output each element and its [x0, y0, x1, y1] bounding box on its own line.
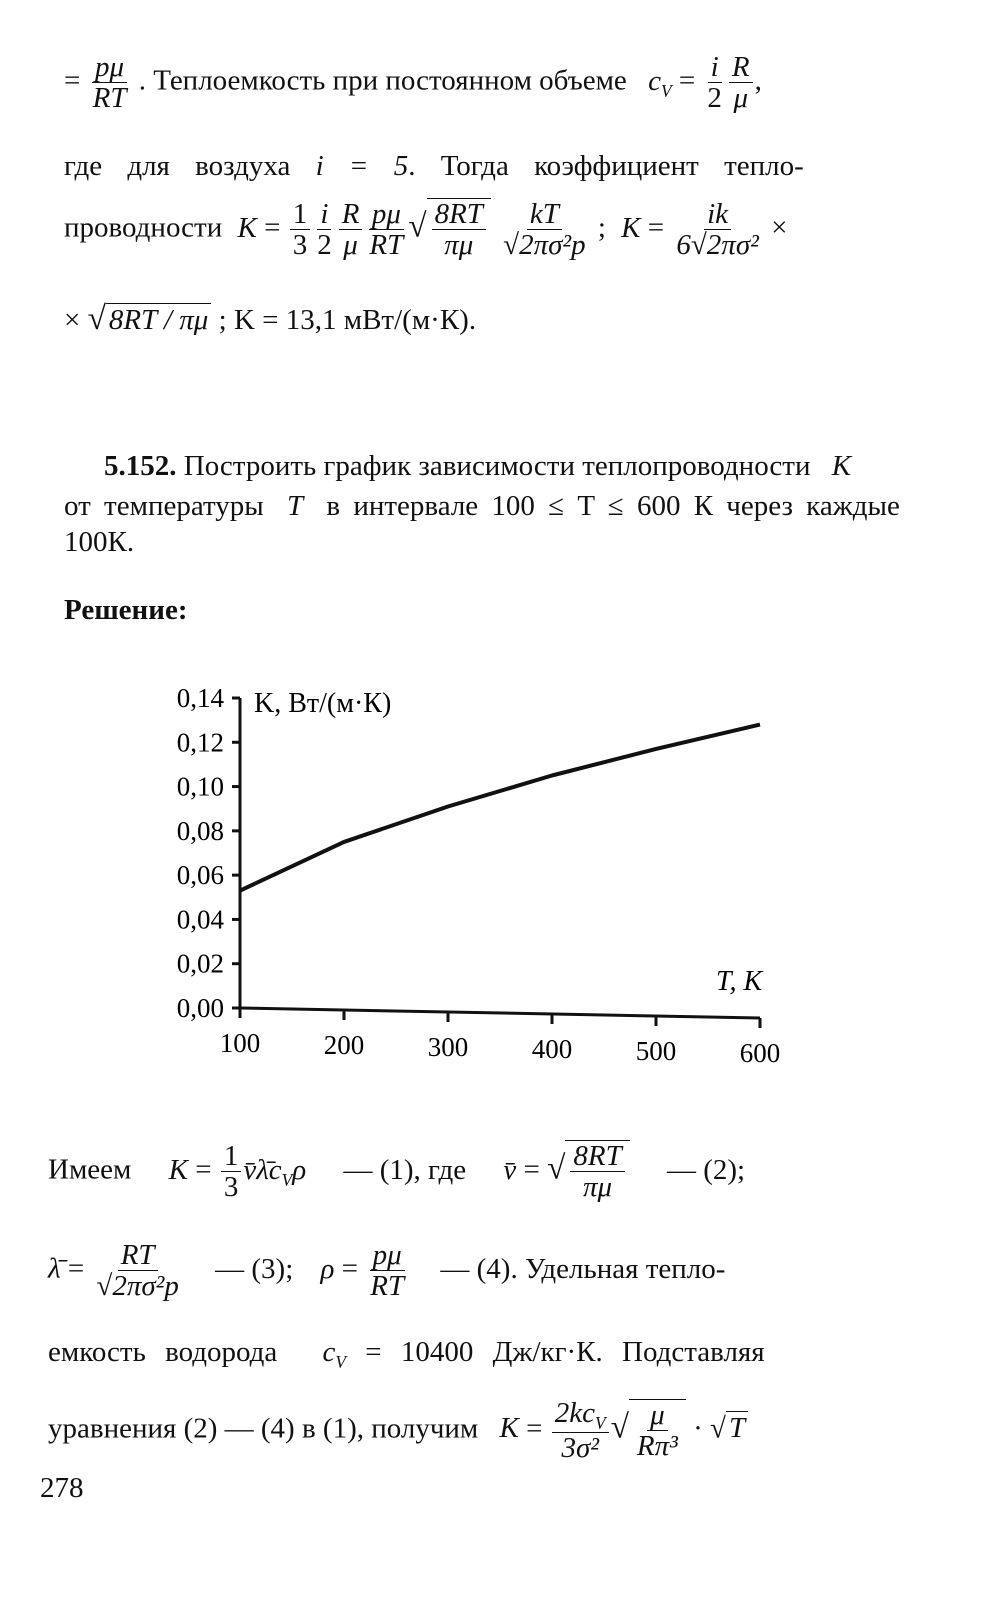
x-tick-label: 400: [531, 1034, 573, 1064]
problem-line-1: 5.152. Построить график зависимости теплопроводности K: [104, 450, 852, 482]
x-axis: [240, 1008, 760, 1018]
text-line-after-2: λ̄ = $\frac{RT}{\text{√2πσ²p}}$ — (3); ρ = $\frac{p\mu}{RT}$ — (4). Удельная тепло-: [48, 1239, 726, 1303]
text-line-after-3: емкость водорода $c_V = 10400$ Дж/кг·К. Подставляя: [48, 1336, 765, 1372]
y-axis-label: K, Вт/(м·К): [254, 688, 392, 719]
problem-line-3: 100К.: [64, 526, 135, 558]
y-tick-label: 0,02: [176, 948, 224, 979]
y-tick-label: 0,04: [176, 904, 224, 935]
x-tick-label: 500: [635, 1036, 677, 1066]
page-number: 278: [40, 1472, 84, 1504]
text-line-after-4: уравнения (2) — (4) в (1), получим K = $\frac{2kc_V}{\text{3σ²}}$ √ $\frac{\mu}{\text{Rπ³}}$ · √ T: [48, 1398, 748, 1464]
y-tick-label: 0,06: [176, 860, 224, 891]
solution-heading: Решение:: [64, 594, 188, 626]
x-tick-label: 300: [427, 1032, 469, 1062]
text-line-after-1: Имеем K = $\frac{1}{3}$ $v̄\lambdāc_V\rho$ — (1), где v̄ = √ $\frac{8RT}{\pi\mu}$ — (2);: [48, 1140, 746, 1204]
problem-line-2: от температуры T в интервале 100 ≤ T ≤ 600 К через каждые: [64, 490, 900, 522]
x-tick-label: 600: [739, 1038, 781, 1068]
y-tick-label: 0,00: [176, 993, 224, 1023]
chart-svg: [150, 660, 810, 1090]
chart: [150, 660, 810, 1090]
formula-fraction: $\frac{p\mu}{RT}$: [92, 51, 127, 115]
x-tick-label: 200: [323, 1030, 365, 1060]
y-tick-label: 0,14: [176, 683, 224, 713]
y-tick-label: 0,08: [176, 815, 224, 846]
x-tick-label: 100: [219, 1028, 261, 1058]
text-line-3: проводности K = $\frac{1}{3}$ $\frac{i}{2}$ $\frac{R}{\mu}$ $\frac{p\mu}{RT}$ √ $\frac{8RT}{\pi\mu}$ $\frac{kT}{\text{√2πσ²p}}$ ; K = $\frac{ik}{\text{6√2πσ²}}$ ×: [64, 198, 788, 262]
series-line: [240, 725, 760, 891]
text-line-2: где для воздуха i = 5. Тогда коэффициент тепло-: [64, 150, 804, 182]
x-axis-label: T, К: [716, 966, 763, 997]
y-tick-label: 0,12: [176, 727, 224, 758]
text-line-1: = $\frac{p\mu}{RT}$ . Теплоемкость при постоянном объеме $c_V$ = $\frac{i}{2}$ $\frac{R}{\mu}$ ,: [64, 51, 762, 115]
y-tick-label: 0,10: [176, 771, 224, 802]
text-line-4: × √ 8RT / πμ ; K = 13,1 мВт/(м·К).: [64, 300, 477, 337]
